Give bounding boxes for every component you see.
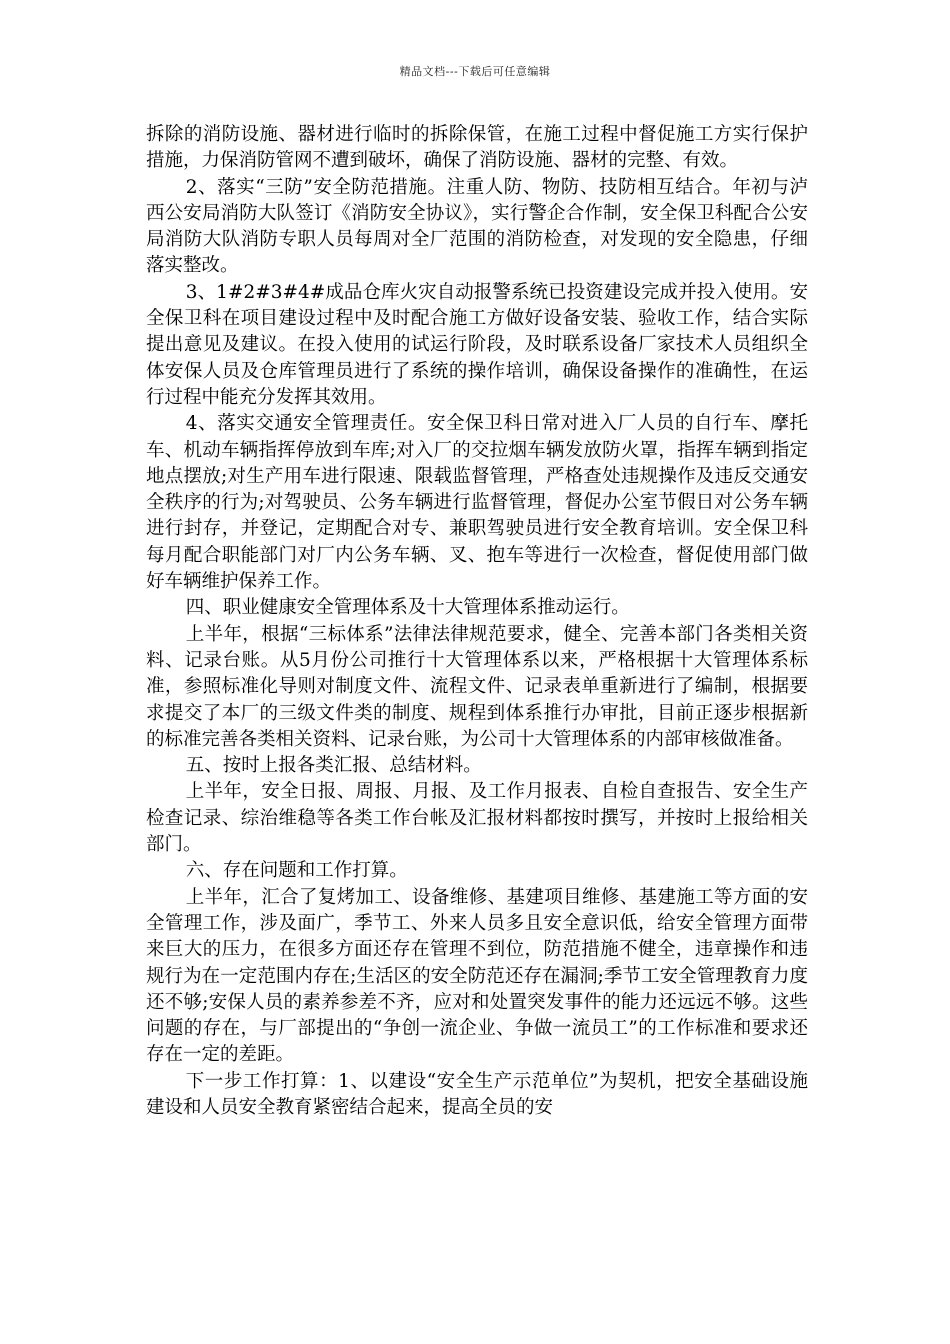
document-body — [146, 122, 808, 1121]
paragraph-section-5: 上半年，安全日报、周报、月报、及工作月报表、自检自查报告、安全生产检查记录、综治维稳等各类工作台帐及汇报材料都按时撰写，并按时上报给相关部门。 — [146, 781, 808, 856]
section-heading-6: 六、存在问题和工作打算。 — [185, 860, 408, 882]
paragraph-section-6-plan: 下一步工作打算：1、以建设“安全生产示范单位”为契机，把安全基础设施建设和人员安全教育紧密结合起来，提高全员的安 — [146, 1070, 808, 1118]
paragraph-continuation: 拆除的消防设施、器材进行临时的拆除保管，在施工过程中督促施工方实行保护措施，力保消防管网不遭到破坏，确保了消防设施、器材的完整、有效。 — [146, 124, 808, 172]
paragraph-item-4: 4、落实交通安全管理责任。安全保卫科日常对进入厂人员的自行车、摩托车、机动车辆指挥停放到车库;对入厂的交拉烟车辆发放防火罩，指挥车辆到指定地点摆放;对生产用车进行限速、限载监督管理，严格查处违规操作及违反交通安全秩序的行为;对驾驶员、公务车辆进行监督管理，督促办公室节假日对公务车辆进行封存，并登记，定期配合对专、兼职驾驶员进行安全教育培训。安全保卫科每月配合职能部门对厂内公务车辆、叉、抱车等进行一次检查，督促使用部门做好车辆维护保养工作。 — [146, 413, 808, 593]
section-heading-5: 五、按时上报各类汇报、总结材料。 — [185, 755, 482, 777]
paragraph-section-4: 上半年，根据“三标体系”法律法律规范要求，健全、完善本部门各类相关资料、记录台账。从5月份公司推行十大管理体系以来，严格根据十大管理体系标准，参照标准化导则对制度文件、流程文件、记录表单重新进行了编制，根据要求提交了本厂的三级文件类的制度、规程到体系推行办审批，目前正逐步根据新的标准完善各类相关资料、记录台账，为公司十大管理体系的内部审核做准备。 — [146, 623, 808, 750]
page-header: 精品文档---下载后可任意编辑 — [399, 65, 551, 78]
paragraph-section-6-problems: 上半年，汇合了复烤加工、设备维修、基建项目维修、基建施工等方面的安全管理工作，涉及面广，季节工、外来人员多且安全意识低，给安全管理方面带来巨大的压力，在很多方面还存在管理不到位，防范措施不健全，违章操作和违规行为在一定范围内存在;生活区的安全防范还存在漏洞;季节工安全管理教育力度还不够;安保人员的素养参差不齐，应对和处置突发事件的能力还远远不够。这些问题的存在，与厂部提出的“争创一流企业、争做一流员工”的工作标准和要求还存在一定的差距。 — [146, 886, 808, 1066]
paragraph-item-3: 3、1#2#3#4#成品仓库火灾自动报警系统已投资建设完成并投入使用。安全保卫科在项目建设过程中及时配合施工方做好设备安装、验收工作，结合实际提出意见及建议。在投入使用的试运行阶段，及时联系设备厂家技术人员组织全体安保人员及仓库管理员进行了系统的操作培训，确保设备操作的准确性，在运行过程中能充分发挥其效用。 — [146, 281, 808, 408]
paragraph-item-2: 2、落实“三防”安全防范措施。注重人防、物防、技防相互结合。年初与泸西公安局消防大队签订《消防安全协议》，实行警企合作制，安全保卫科配合公安局消防大队消防专职人员每周对全厂范围的消防检查，对发现的安全隐患，仔细落实整改。 — [146, 176, 808, 277]
section-heading-4: 四、职业健康安全管理体系及十大管理体系推动运行。 — [185, 597, 630, 619]
